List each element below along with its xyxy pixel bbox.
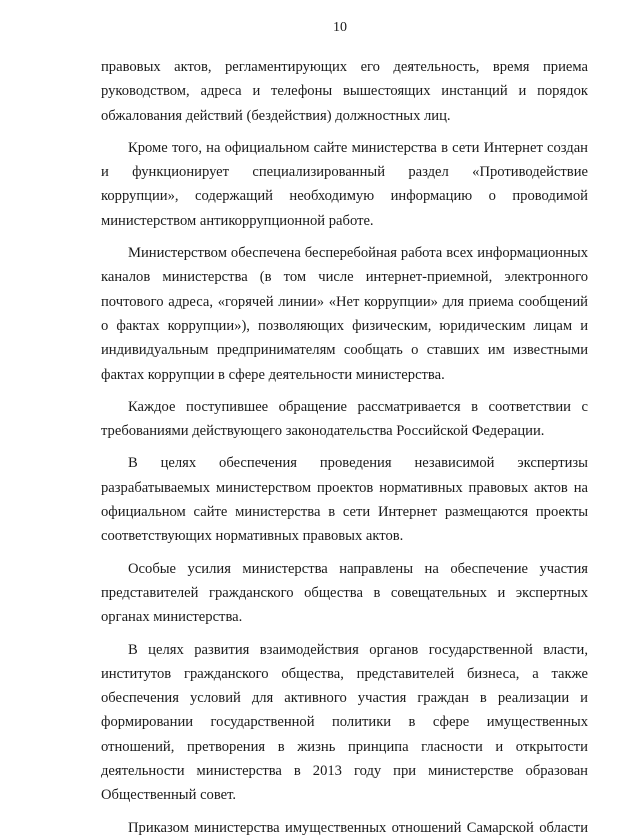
page-number: 10 [333,20,347,35]
paragraph-7: В целях развития взаимодействия органов государственной власти, институтов гражданского общества, представителей бизнеса, а также обеспечения условий для активного участия граждан в реализации и формировании государственной политики в сфере имущественных отношений, претворения в жизнь принципа гласности и открытости деятельности министерства в 2013 году при министерстве образован Общественный совет. [101,641,588,804]
paragraph-6: Особые усилия министерства направлены на обеспечение участия представителей гражданского общества в совещательных и экспертных органах министерства. [101,560,588,626]
paragraph-5: В целях обеспечения проведения независимой экспертизы разрабатываемых министерством проектов нормативных правовых актов на официальном сайте министерства в сети Интернет размещаются проекты соответствующих нормативных правовых актов. [101,455,588,545]
paragraph-4: Каждое поступившее обращение рассматривается в соответствии с требованиями действующего законодательства Российской Федерации. [101,398,588,440]
document-body [101,55,588,840]
paragraph-3: Министерством обеспечена бесперебойная работа всех информационных каналов министерства (в том числе интернет-приемной, электронного почтового адреса, «горячей линии» «Нет коррупции» для приема сообщений о фактах коррупции»), позволяющих физическим, юридическим лицам и индивидуальным предпринимателям сообщать о ставших им известными фактах коррупции в сфере деятельности министерства. [101,245,588,383]
paragraph-2: Кроме того, на официальном сайте министерства в сети Интернет создан и функционирует специализированный раздел «Противодействие коррупции», содержащий необходимую информацию о проводимой министерством антикоррупционной работе. [101,139,588,229]
paragraph-8: Приказом министерства имущественных отношений Самарской области [128,819,588,836]
paragraph-1: правовых актов, регламентирующих его деятельность, время приема руководством, адреса и телефоны вышестоящих инстанций и порядок обжалования действий (бездействия) должностных лиц. [101,59,588,124]
